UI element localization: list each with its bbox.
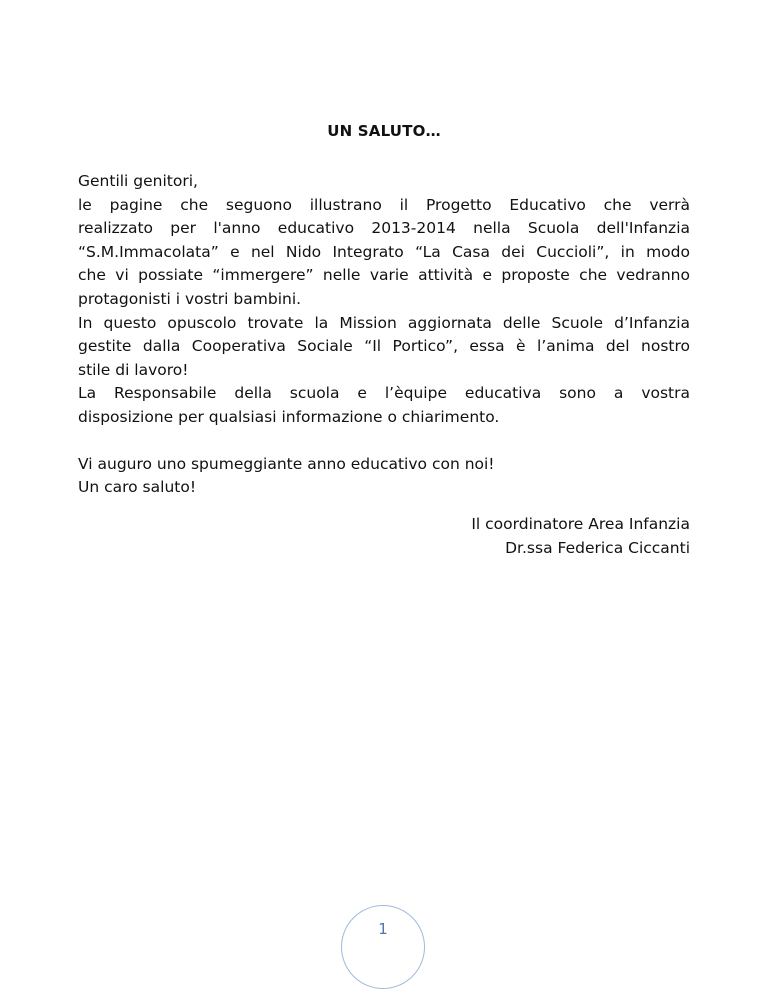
page-title: UN SALUTO…: [327, 122, 441, 140]
letter-body: [78, 170, 690, 500]
paragraph-1-line: protagonisti i vostri bambini.: [78, 289, 302, 308]
paragraph-3-line: La Responsabile della scuola e l’èquipe educativa sono a vostra: [78, 384, 690, 403]
closing-line: Un caro saluto!: [78, 478, 197, 497]
signature-block: [471, 512, 690, 560]
paragraph-1-line: realizzato per l'anno educativo 2013-2014 nella Scuola dell'Infanzia: [78, 219, 690, 238]
paragraph-3-line: disposizione per qualsiasi informazione o chiarimento.: [78, 407, 500, 426]
paragraph-spacer: [78, 430, 690, 453]
paragraph-2-line: In questo opuscolo trovate la Mission aggiornata delle Scuole d’Infanzia: [78, 313, 690, 332]
paragraph-1-line: che vi possiate “immergere” nelle varie attività e proposte che vedranno: [78, 266, 690, 285]
greeting-line: Gentili genitori,: [78, 172, 198, 190]
signature-name: Dr.ssa Federica Ciccanti: [505, 539, 690, 557]
signature-role: Il coordinatore Area Infanzia: [471, 515, 690, 533]
paragraph-2-line: stile di lavoro!: [78, 360, 189, 379]
paragraph-1-line: le pagine che seguono illustrano il Progetto Educativo che verrà: [78, 195, 690, 214]
page-number: 1: [378, 920, 388, 938]
page-number-badge: [341, 905, 425, 989]
closing-line: Vi auguro uno spumeggiante anno educativo con noi!: [78, 454, 495, 473]
paragraph-1-line: “S.M.Immacolata” e nel Nido Integrato “La Casa dei Cuccioli”, in modo: [78, 242, 690, 261]
paragraph-2-line: gestite dalla Cooperativa Sociale “Il Portico”, essa è l’anima del nostro: [78, 337, 690, 356]
